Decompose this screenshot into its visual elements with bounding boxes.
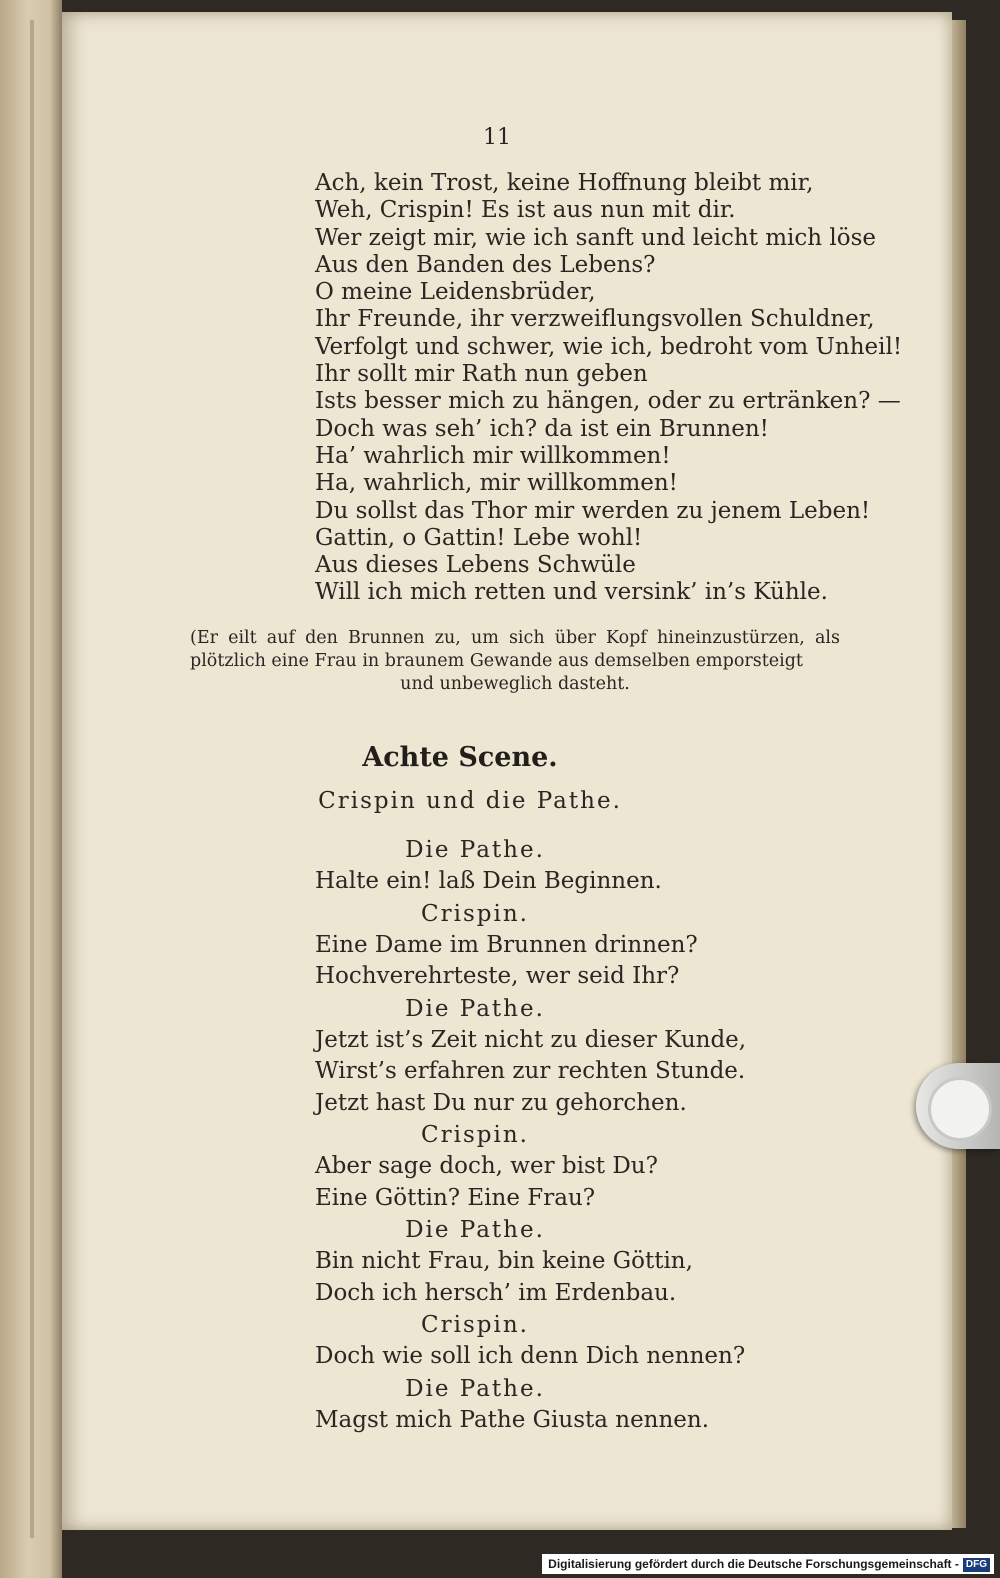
dialogue-line: Doch ich hersch’ im Erdenbau. <box>315 1279 677 1306</box>
scene-title: Achte Scene. <box>362 742 558 773</box>
binding-shadow <box>30 20 34 1538</box>
dialogue-line: Doch wie soll ich denn Dich nennen? <box>315 1343 746 1369</box>
dialogue-line: Bin nicht Frau, bin keine Göttin, <box>315 1248 693 1274</box>
dialogue-line: Magst mich Pathe Giusta nennen. <box>315 1406 710 1433</box>
verse-line: Aus dieses Lebens Schwüle <box>315 552 636 579</box>
dialogue-line: Hochverehrteste, wer seid Ihr? <box>315 963 680 989</box>
dialogue-block <box>315 834 875 1436</box>
verse-line: Verfolgt und schwer, wie ich, bedroht vom Unheil! <box>315 333 903 360</box>
page-number: 11 <box>483 125 511 150</box>
dialogue-line: Aber sage doch, wer bist Du? <box>315 1153 658 1179</box>
verse-line: Ha’ wahrlich mir willkommen! <box>315 442 671 469</box>
dfg-logo: DFG <box>963 1558 990 1572</box>
dialogue-line: Eine Dame im Brunnen drinnen? <box>315 931 698 958</box>
verse-line: Gattin, o Gattin! Lebe wohl! <box>315 524 643 551</box>
stage-direction <box>190 627 840 696</box>
verse-line: Doch was seh’ ich? da ist ein Brunnen! <box>315 415 769 442</box>
speaker-name: Crispin. <box>421 900 529 927</box>
verse-line: Ihr Freunde, ihr verzweiflungsvollen Schuldner, <box>315 306 875 333</box>
digitization-credit <box>542 1554 994 1574</box>
speaker-name: Die Pathe. <box>405 995 545 1022</box>
speaker-name: Die Pathe. <box>405 1375 545 1402</box>
verse-line: Weh, Crispin! Es ist aus nun mit dir. <box>315 197 736 224</box>
clip-icon <box>916 1063 1000 1149</box>
verse-line: Ists besser mich zu hängen, oder zu ertränken? — <box>315 388 901 415</box>
dialogue-line: Halte ein! laß Dein Beginnen. <box>315 868 662 894</box>
verse-line: Ihr sollt mir Rath nun geben <box>315 361 648 388</box>
speaker-name: Crispin. <box>421 1122 529 1148</box>
clip-ring-icon <box>928 1077 992 1141</box>
dialogue-line: Jetzt hast Du nur zu gehorchen. <box>315 1089 687 1116</box>
stage-direction-text: (Er eilt auf den Brunnen zu, um sich über Kopf hineinzustürzen, als plötzlich eine Frau in braunem Gewande aus demselben emporsteigt <box>190 628 840 671</box>
stage-direction-last-line: und unbeweglich dasteht. <box>400 674 630 694</box>
dialogue-line: Wirst’s erfahren zur rechten Stunde. <box>315 1058 746 1084</box>
verse-line: Wer zeigt mir, wie ich sanft und leicht mich löse <box>315 224 877 251</box>
verse-block <box>315 170 903 607</box>
verse-line: Will ich mich retten und versink’ in’s Kühle. <box>315 579 828 606</box>
verse-line: Ach, kein Trost, keine Hoffnung bleibt mir, <box>315 170 814 196</box>
verse-line: Ha, wahrlich, mir willkommen! <box>315 470 678 497</box>
dialogue-line: Jetzt ist’s Zeit nicht zu dieser Kunde, <box>315 1026 747 1053</box>
verse-line: Aus den Banden des Lebens? <box>315 251 656 278</box>
page-edge <box>952 20 966 1528</box>
dialogue-line: Eine Göttin? Eine Frau? <box>315 1184 596 1211</box>
speaker-name: Crispin. <box>421 1312 529 1338</box>
verse-line: O meine Leidensbrüder, <box>315 279 596 306</box>
speaker-name: Die Pathe. <box>405 837 545 863</box>
verse-line: Du sollst das Thor mir werden zu jenem Leben! <box>315 497 871 524</box>
scene-cast: Crispin und die Pathe. <box>318 788 622 814</box>
credit-text: Digitalisierung gefördert durch die Deutsche Forschungsgemeinschaft - <box>548 1557 959 1571</box>
speaker-name: Die Pathe. <box>405 1217 545 1243</box>
previous-page-edge <box>0 0 62 1578</box>
